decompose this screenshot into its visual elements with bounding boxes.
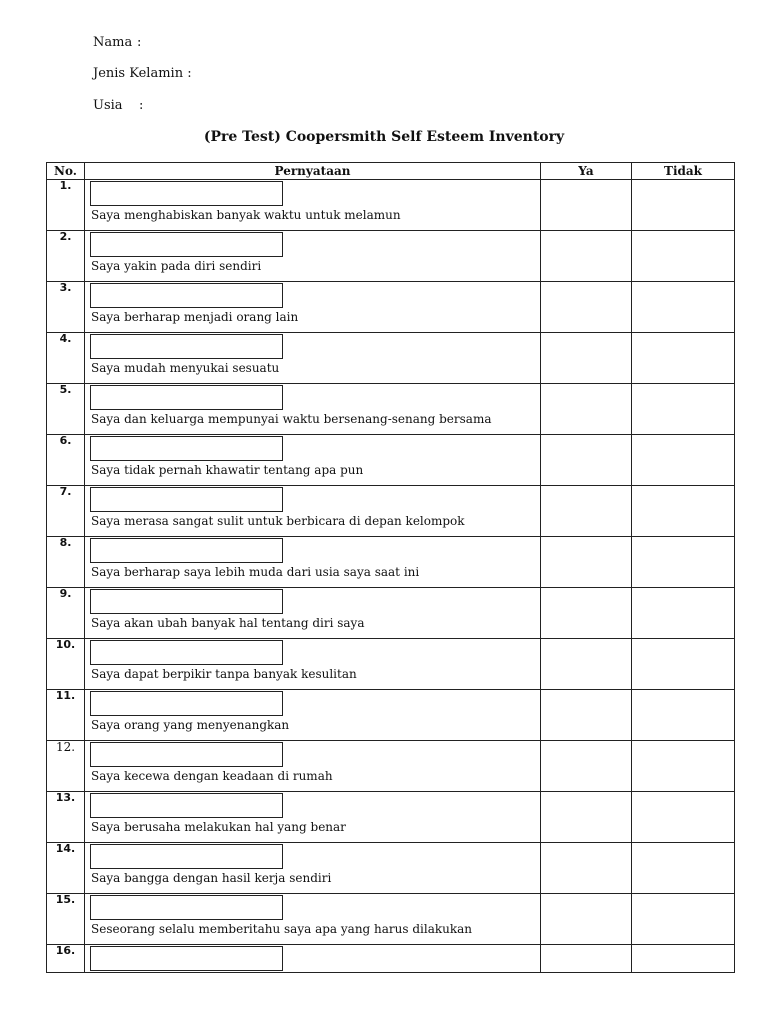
table-row [47, 180, 735, 231]
answer-box[interactable] [90, 589, 283, 614]
jenis-kelamin-field [93, 66, 192, 82]
statement-cell [85, 690, 541, 741]
table-row [47, 231, 735, 282]
table-row [47, 384, 735, 435]
answer-box[interactable] [90, 793, 283, 818]
statement-text: Saya berharap saya lebih muda dari usia saya saat ini [91, 565, 420, 579]
statement-cell [85, 537, 541, 588]
table-row [47, 792, 735, 843]
answer-box[interactable] [90, 232, 283, 257]
statement-cell [85, 486, 541, 537]
yes-cell[interactable] [541, 384, 632, 435]
yes-cell[interactable] [541, 333, 632, 384]
answer-box[interactable] [90, 640, 283, 665]
answer-box[interactable] [90, 742, 283, 767]
answer-box[interactable] [90, 334, 283, 359]
statement-cell [85, 231, 541, 282]
inventory-table [46, 162, 735, 973]
statement-cell [85, 792, 541, 843]
yes-cell[interactable] [541, 639, 632, 690]
statement-text: Saya menghabiskan banyak waktu untuk melamun [91, 208, 401, 222]
answer-box[interactable] [90, 844, 283, 869]
no-answer-cell[interactable] [632, 639, 735, 690]
statement-cell [85, 843, 541, 894]
no-answer-cell[interactable] [632, 894, 735, 945]
table-row [47, 741, 735, 792]
table-row [47, 639, 735, 690]
table-row [47, 486, 735, 537]
statement-cell [85, 435, 541, 486]
table-row [47, 282, 735, 333]
header-no: No. [47, 163, 85, 180]
row-number: 16. [47, 945, 85, 973]
row-number: 15. [47, 894, 85, 945]
table-row [47, 333, 735, 384]
statement-cell [85, 588, 541, 639]
table-row [47, 945, 735, 973]
answer-box[interactable] [90, 181, 283, 206]
table-row [47, 537, 735, 588]
answer-box[interactable] [90, 538, 283, 563]
statement-text: Saya berharap menjadi orang lain [91, 310, 299, 324]
nama-field [93, 35, 141, 51]
answer-box[interactable] [90, 385, 283, 410]
nama-label: Nama [93, 35, 133, 50]
no-answer-cell[interactable] [632, 486, 735, 537]
yes-cell[interactable] [541, 792, 632, 843]
statement-text: Saya dapat berpikir tanpa banyak kesulitan [91, 667, 357, 681]
row-number: 8. [47, 537, 85, 588]
statement-text: Saya tidak pernah khawatir tentang apa pun [91, 463, 364, 477]
row-number: 12. [47, 741, 85, 792]
row-number: 6. [47, 435, 85, 486]
statement-text: Saya berusaha melakukan hal yang benar [91, 820, 346, 834]
statement-text: Saya yakin pada diri sendiri [91, 259, 262, 273]
row-number: 9. [47, 588, 85, 639]
yes-cell[interactable] [541, 537, 632, 588]
jenis-kelamin-label: Jenis Kelamin : [93, 66, 192, 81]
statement-cell [85, 639, 541, 690]
statement-cell [85, 894, 541, 945]
no-answer-cell[interactable] [632, 384, 735, 435]
yes-cell[interactable] [541, 282, 632, 333]
yes-cell[interactable] [541, 945, 632, 973]
no-answer-cell[interactable] [632, 537, 735, 588]
no-answer-cell[interactable] [632, 843, 735, 894]
statement-cell [85, 945, 541, 973]
header-yes: Ya [541, 163, 632, 180]
statement-text: Saya mudah menyukai sesuatu [91, 361, 280, 375]
no-answer-cell[interactable] [632, 792, 735, 843]
statement-cell [85, 384, 541, 435]
row-number: 14. [47, 843, 85, 894]
answer-box[interactable] [90, 436, 283, 461]
statement-cell [85, 741, 541, 792]
yes-cell[interactable] [541, 180, 632, 231]
usia-label: Usia [93, 98, 123, 113]
answer-box[interactable] [90, 283, 283, 308]
row-number: 5. [47, 384, 85, 435]
table-row [47, 588, 735, 639]
no-answer-cell[interactable] [632, 231, 735, 282]
row-number: 7. [47, 486, 85, 537]
yes-cell[interactable] [541, 843, 632, 894]
row-number: 13. [47, 792, 85, 843]
answer-box[interactable] [90, 691, 283, 716]
page-title: (Pre Test) Coopersmith Self Esteem Inventory [203, 129, 565, 145]
row-number: 11. [47, 690, 85, 741]
no-answer-cell[interactable] [632, 333, 735, 384]
header-no-answer: Tidak [632, 163, 735, 180]
nama-colon: : [137, 35, 142, 50]
statement-text: Saya dan keluarga mempunyai waktu bersenang-senang bersama [91, 412, 492, 426]
no-answer-cell[interactable] [632, 435, 735, 486]
table-row [47, 894, 735, 945]
yes-cell[interactable] [541, 741, 632, 792]
yes-cell[interactable] [541, 894, 632, 945]
no-answer-cell[interactable] [632, 588, 735, 639]
answer-box[interactable] [90, 487, 283, 512]
row-number: 10. [47, 639, 85, 690]
statement-text: Saya bangga dengan hasil kerja sendiri [91, 871, 332, 885]
row-number: 1. [47, 180, 85, 231]
row-number: 4. [47, 333, 85, 384]
header-statement: Pernyataan [85, 163, 541, 180]
no-answer-cell[interactable] [632, 180, 735, 231]
yes-cell[interactable] [541, 588, 632, 639]
yes-cell[interactable] [541, 690, 632, 741]
usia-colon: : [139, 98, 144, 113]
table-row [47, 435, 735, 486]
answer-box[interactable] [90, 946, 283, 971]
yes-cell[interactable] [541, 486, 632, 537]
no-answer-cell[interactable] [632, 945, 735, 973]
statement-text: Saya akan ubah banyak hal tentang diri saya [91, 616, 365, 630]
row-number: 2. [47, 231, 85, 282]
statement-text: Saya kecewa dengan keadaan di rumah [91, 769, 333, 783]
statement-text: Seseorang selalu memberitahu saya apa yang harus dilakukan [91, 922, 473, 936]
statement-cell [85, 180, 541, 231]
statement-text: Saya merasa sangat sulit untuk berbicara di depan kelompok [91, 514, 465, 528]
table-row [47, 843, 735, 894]
yes-cell[interactable] [541, 435, 632, 486]
statement-text: Saya orang yang menyenangkan [91, 718, 290, 732]
table-header-row [47, 163, 735, 180]
no-answer-cell[interactable] [632, 282, 735, 333]
no-answer-cell[interactable] [632, 690, 735, 741]
no-answer-cell[interactable] [632, 741, 735, 792]
usia-field [93, 98, 143, 114]
answer-box[interactable] [90, 895, 283, 920]
yes-cell[interactable] [541, 231, 632, 282]
table-row [47, 690, 735, 741]
statement-cell [85, 282, 541, 333]
statement-cell [85, 333, 541, 384]
row-number: 3. [47, 282, 85, 333]
